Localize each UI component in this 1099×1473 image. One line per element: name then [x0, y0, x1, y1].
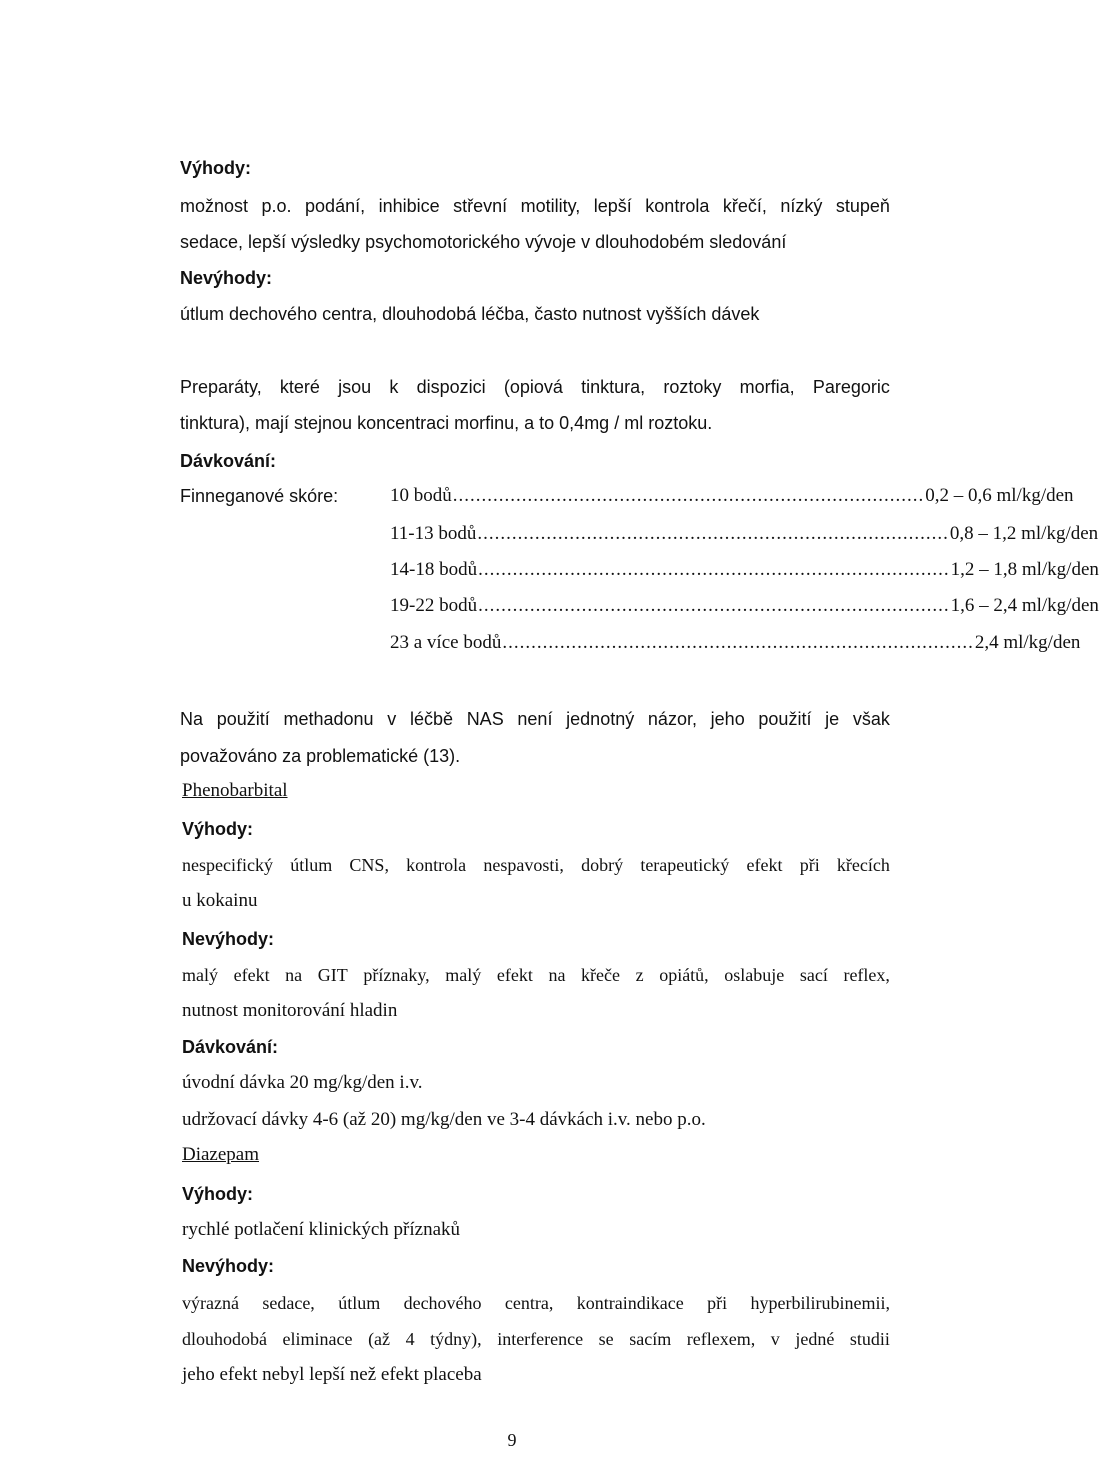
phenobarbital-advantages-line: u kokainu [182, 890, 258, 911]
dose-value: 1,2 – 1,8 ml/kg/den [950, 559, 1099, 580]
word: oslabuje [724, 965, 785, 985]
word: kontrola [645, 196, 710, 216]
disadvantages-text-line: útlum dechového centra, dlouhodobá léčba, často nutnost vyšších dávek [180, 304, 760, 324]
methadone-note-line: považováno za problematické (13). [180, 746, 461, 766]
word: interference [497, 1329, 584, 1349]
dosing-heading: Dávkování: [180, 451, 277, 471]
word: nespecifický [182, 855, 273, 875]
diazepam-disadvantages-line [182, 1292, 890, 1314]
leader-dots: .................................................................................. [452, 485, 925, 506]
word: dechového [403, 1293, 482, 1313]
word: útlum [290, 855, 333, 875]
dose-table-row [390, 523, 1099, 545]
word: terapeutický [640, 855, 730, 875]
word: morfia, [739, 377, 795, 397]
word: na [548, 965, 566, 985]
phenobarbital-dosing-line: úvodní dávka 20 mg/kg/den i.v. [182, 1072, 423, 1093]
word: týdny), [430, 1329, 482, 1349]
word: není [517, 709, 553, 729]
finnegan-score-label: Finneganové skóre: [180, 486, 339, 506]
word: názor, [647, 709, 697, 729]
word: nízký [780, 196, 823, 216]
word: léčbě [409, 709, 453, 729]
preparations-text-line: tinktura), mají stejnou koncentraci morfinu, a to 0,4mg / ml roztoku. [180, 413, 713, 433]
word: z [635, 965, 644, 985]
diazepam-advantages-heading: Výhody: [182, 1184, 254, 1204]
word: k [389, 377, 399, 397]
word: jeho [710, 709, 745, 729]
preparations-text-line [180, 376, 890, 398]
word: jsou [338, 377, 372, 397]
phenobarbital-disadvantages-heading: Nevýhody: [182, 929, 275, 949]
advantages-heading: Výhody: [180, 158, 252, 178]
dose-value: 0,8 – 1,2 ml/kg/den [949, 523, 1099, 544]
word: v [770, 1329, 780, 1349]
word: motility, [520, 196, 581, 216]
dose-value: 2,4 ml/kg/den [974, 632, 1081, 653]
advantages-text-line: sedace, lepší výsledky psychomotorického vývoje v dlouhodobém sledování [180, 232, 787, 252]
word: NAS [466, 709, 504, 729]
word: příznaky, [363, 965, 430, 985]
phenobarbital-dosing-line: udržovací dávky 4-6 (až 20) mg/kg/den ve 3-4 dávkách i.v. nebo p.o. [182, 1109, 706, 1130]
word: roztoky [663, 377, 722, 397]
word: při [707, 1293, 728, 1313]
dose-table-row [390, 595, 1099, 617]
word: použití [216, 709, 270, 729]
dose-value: 0,2 – 0,6 ml/kg/den [925, 485, 1074, 506]
word: je [825, 709, 840, 729]
word: tinktura, [581, 377, 646, 397]
word: jedné [795, 1329, 835, 1349]
word: jednotný [566, 709, 635, 729]
leader-dots: .................................................................................. [478, 559, 950, 580]
word: CNS, [349, 855, 389, 875]
word: eliminace [282, 1329, 353, 1349]
word: opiátů, [659, 965, 709, 985]
word: podání, [305, 196, 366, 216]
leader-dots: .................................................................................. [502, 632, 974, 653]
disadvantages-heading: Nevýhody: [180, 268, 273, 288]
word: stupeň [835, 196, 890, 216]
dose-table-row [390, 632, 1081, 654]
dose-score: 11-13 bodů [390, 523, 477, 544]
leader-dots: .................................................................................. [478, 595, 950, 616]
dose-table-row [390, 559, 1099, 581]
word: sacím [629, 1329, 672, 1349]
phenobarbital-advantages-line [182, 854, 890, 876]
dose-score: 10 bodů [390, 485, 452, 506]
dose-table-row [390, 485, 1074, 507]
word: dobrý [581, 855, 624, 875]
dose-score: 14-18 bodů [390, 559, 478, 580]
word: efekt [746, 855, 783, 875]
phenobarbital-advantages-heading: Výhody: [182, 819, 254, 839]
page-number: 9 [507, 1430, 517, 1450]
word: v [387, 709, 397, 729]
word: efekt [496, 965, 533, 985]
leader-dots: .................................................................................. [477, 523, 949, 544]
word: GIT [317, 965, 348, 985]
word: malý [182, 965, 218, 985]
advantages-text-line [180, 195, 890, 217]
word: které [279, 377, 320, 397]
diazepam-disadvantages-heading: Nevýhody: [182, 1256, 275, 1276]
word: křeče [581, 965, 620, 985]
word: studii [849, 1329, 890, 1349]
dose-value: 1,6 – 2,4 ml/kg/den [950, 595, 1099, 616]
word: reflex, [843, 965, 890, 985]
phenobarbital-disadvantages-line: nutnost monitorování hladin [182, 1000, 398, 1021]
diazepam-advantages-line: rychlé potlačení klinických příznaků [182, 1219, 461, 1240]
word: p.o. [261, 196, 292, 216]
word: hyperbilirubinemii, [750, 1293, 890, 1313]
word: křečí, [722, 196, 767, 216]
word: sací [799, 965, 828, 985]
phenobarbital-disadvantages-line [182, 964, 890, 986]
word: inhibice [378, 196, 440, 216]
word: nespavosti, [483, 855, 564, 875]
word: výrazná [182, 1293, 239, 1313]
word: methadonu [283, 709, 374, 729]
word: Paregoric [812, 377, 890, 397]
word: křecích [836, 855, 890, 875]
word: na [285, 965, 303, 985]
word: se [598, 1329, 614, 1349]
diazepam-disadvantages-line [182, 1328, 890, 1350]
word: útlum [338, 1293, 381, 1313]
word: efekt [233, 965, 270, 985]
methadone-note-line [180, 708, 890, 730]
word: lepší [593, 196, 632, 216]
word: malý [445, 965, 482, 985]
word: však [852, 709, 890, 729]
word: při [799, 855, 820, 875]
word: kontrola [406, 855, 467, 875]
word: dlouhodobá [182, 1329, 267, 1349]
word: (opiová [503, 377, 563, 397]
diazepam-title: Diazepam [182, 1144, 260, 1165]
word: kontraindikace [576, 1293, 684, 1313]
word: sedace, [262, 1293, 315, 1313]
word: střevní [453, 196, 508, 216]
dose-score: 19-22 bodů [390, 595, 478, 616]
word: reflexem, [686, 1329, 756, 1349]
word: centra, [504, 1293, 554, 1313]
word: Na [180, 709, 204, 729]
dose-score: 23 a více bodů [390, 632, 502, 653]
word: dispozici [416, 377, 486, 397]
diazepam-disadvantages-line: jeho efekt nebyl lepší než efekt placeba [182, 1364, 482, 1385]
word: (až [368, 1329, 391, 1349]
word: možnost [180, 196, 249, 216]
phenobarbital-title: Phenobarbital [182, 780, 288, 801]
phenobarbital-dosing-heading: Dávkování: [182, 1037, 279, 1057]
word: použití [758, 709, 812, 729]
word: Preparáty, [180, 377, 262, 397]
word: 4 [405, 1329, 415, 1349]
